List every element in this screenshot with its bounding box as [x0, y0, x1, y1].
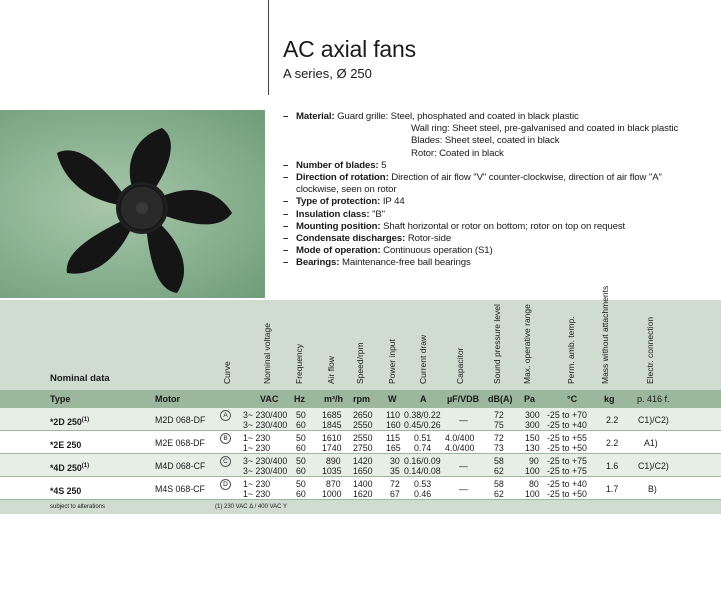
col-header-curve: Curve [222, 361, 232, 384]
table-row: *4S 250 M4S 068-CF D 1~ 230 1~ 230 50 60 870 1000 1400 1620 72 67 0.53 0.46 — 58 62 80 100 -25 to +40 -25 to +50 1.7 B) [0, 477, 721, 500]
title-divider-line [268, 0, 269, 95]
spec-item: – Number of blades: 5 [283, 160, 703, 172]
footer-voltage-note: (1) 230 VAC Δ / 400 VAC Y [215, 504, 288, 510]
table-row: *2D 250$^{(1)}$ M2D 068-DF A 3~ 230/400 3~ 230/400 50 60 1685 1845 2650 2550 110 160 0.38/0.22 0.45/0.26 — 72 75 300 300 -25 to +70 -25 to +40 2.2 C1)/C2) [0, 408, 721, 431]
nominal-data-heading: Nominal data [50, 373, 110, 384]
page-subtitle: A series, Ø 250 [283, 66, 372, 81]
table-row: *2E 250 M2E 068-DF B 1~ 230 1~ 230 50 60 1610 1740 2550 2750 115 165 0.51 0.74 4.0/400 4.0/400 72 73 150 130 -25 to +55 -25 to +50 2.2 A1) [0, 431, 721, 454]
col-header-frequency: Frequency [294, 343, 304, 384]
table-header-band [0, 285, 721, 390]
nominal-data-table [0, 285, 721, 514]
col-header-operative-range: Max. operative range [522, 304, 532, 384]
spec-item: – Mounting position: Shaft horizontal or rotor on bottom; rotor on top on request [283, 221, 703, 233]
axial-fan-photo [0, 110, 265, 298]
table-units-row: Type Motor VAC Hz m³/h rpm W A µF/VDB dB(A) Pa °C kg p. 416 f. [0, 390, 721, 408]
spec-item: – Condensate discharges: Rotor-side [283, 233, 703, 245]
spec-material: – Material: Guard grille: Steel, phosphated and coated in black plastic Wall ring: Sheet steel, pre-galvanised and coated in black plastic Blades: Sheet steel, coated in black Rotor: Coated in black [283, 111, 703, 160]
col-header-connection: Electr. connection [645, 316, 655, 384]
col-header-temp: Perm. amb. temp. [566, 316, 576, 384]
spec-item: – Direction of rotation: Direction of air flow "V" counter-clockwise, direction of air flow "A" clockwise, seen on rotor [283, 172, 703, 196]
page-title: AC axial fans [283, 36, 416, 62]
col-header-sound: Sound pressure level [492, 304, 502, 384]
curve-badge: D [220, 479, 231, 490]
spec-item: – Type of protection: IP 44 [283, 196, 703, 208]
col-header-voltage: Nominal voltage [262, 323, 272, 384]
curve-badge: B [220, 433, 231, 444]
table-row: *4D 250$^{(1)}$ M4D 068-CF C 3~ 230/400 3~ 230/400 50 60 890 1035 1420 1650 30 35 0.16/0.09 0.14/0.08 — 58 62 90 100 -25 to +75 -25 to +75 1.6 C1)/C2) [0, 454, 721, 477]
col-header-current: Current draw [418, 334, 428, 384]
curve-badge: A [220, 410, 231, 421]
col-header-capacitor: Capacitor [455, 347, 465, 384]
spec-list [283, 111, 703, 270]
col-header-airflow: Air flow [326, 356, 336, 384]
col-header-speed: Speed/rpm [355, 342, 365, 384]
spec-item: – Bearings: Maintenance-free ball bearings [283, 257, 703, 269]
spec-item: – Mode of operation: Continuous operation (S1) [283, 245, 703, 257]
curve-badge: C [220, 456, 231, 467]
col-header-power: Power input [387, 339, 397, 384]
footer-alterations-note: subject to alterations [50, 504, 106, 510]
spec-item: – Insulation class: "B" [283, 209, 703, 221]
col-header-mass: Mass without attachments [600, 285, 610, 384]
table-footer [0, 500, 721, 514]
